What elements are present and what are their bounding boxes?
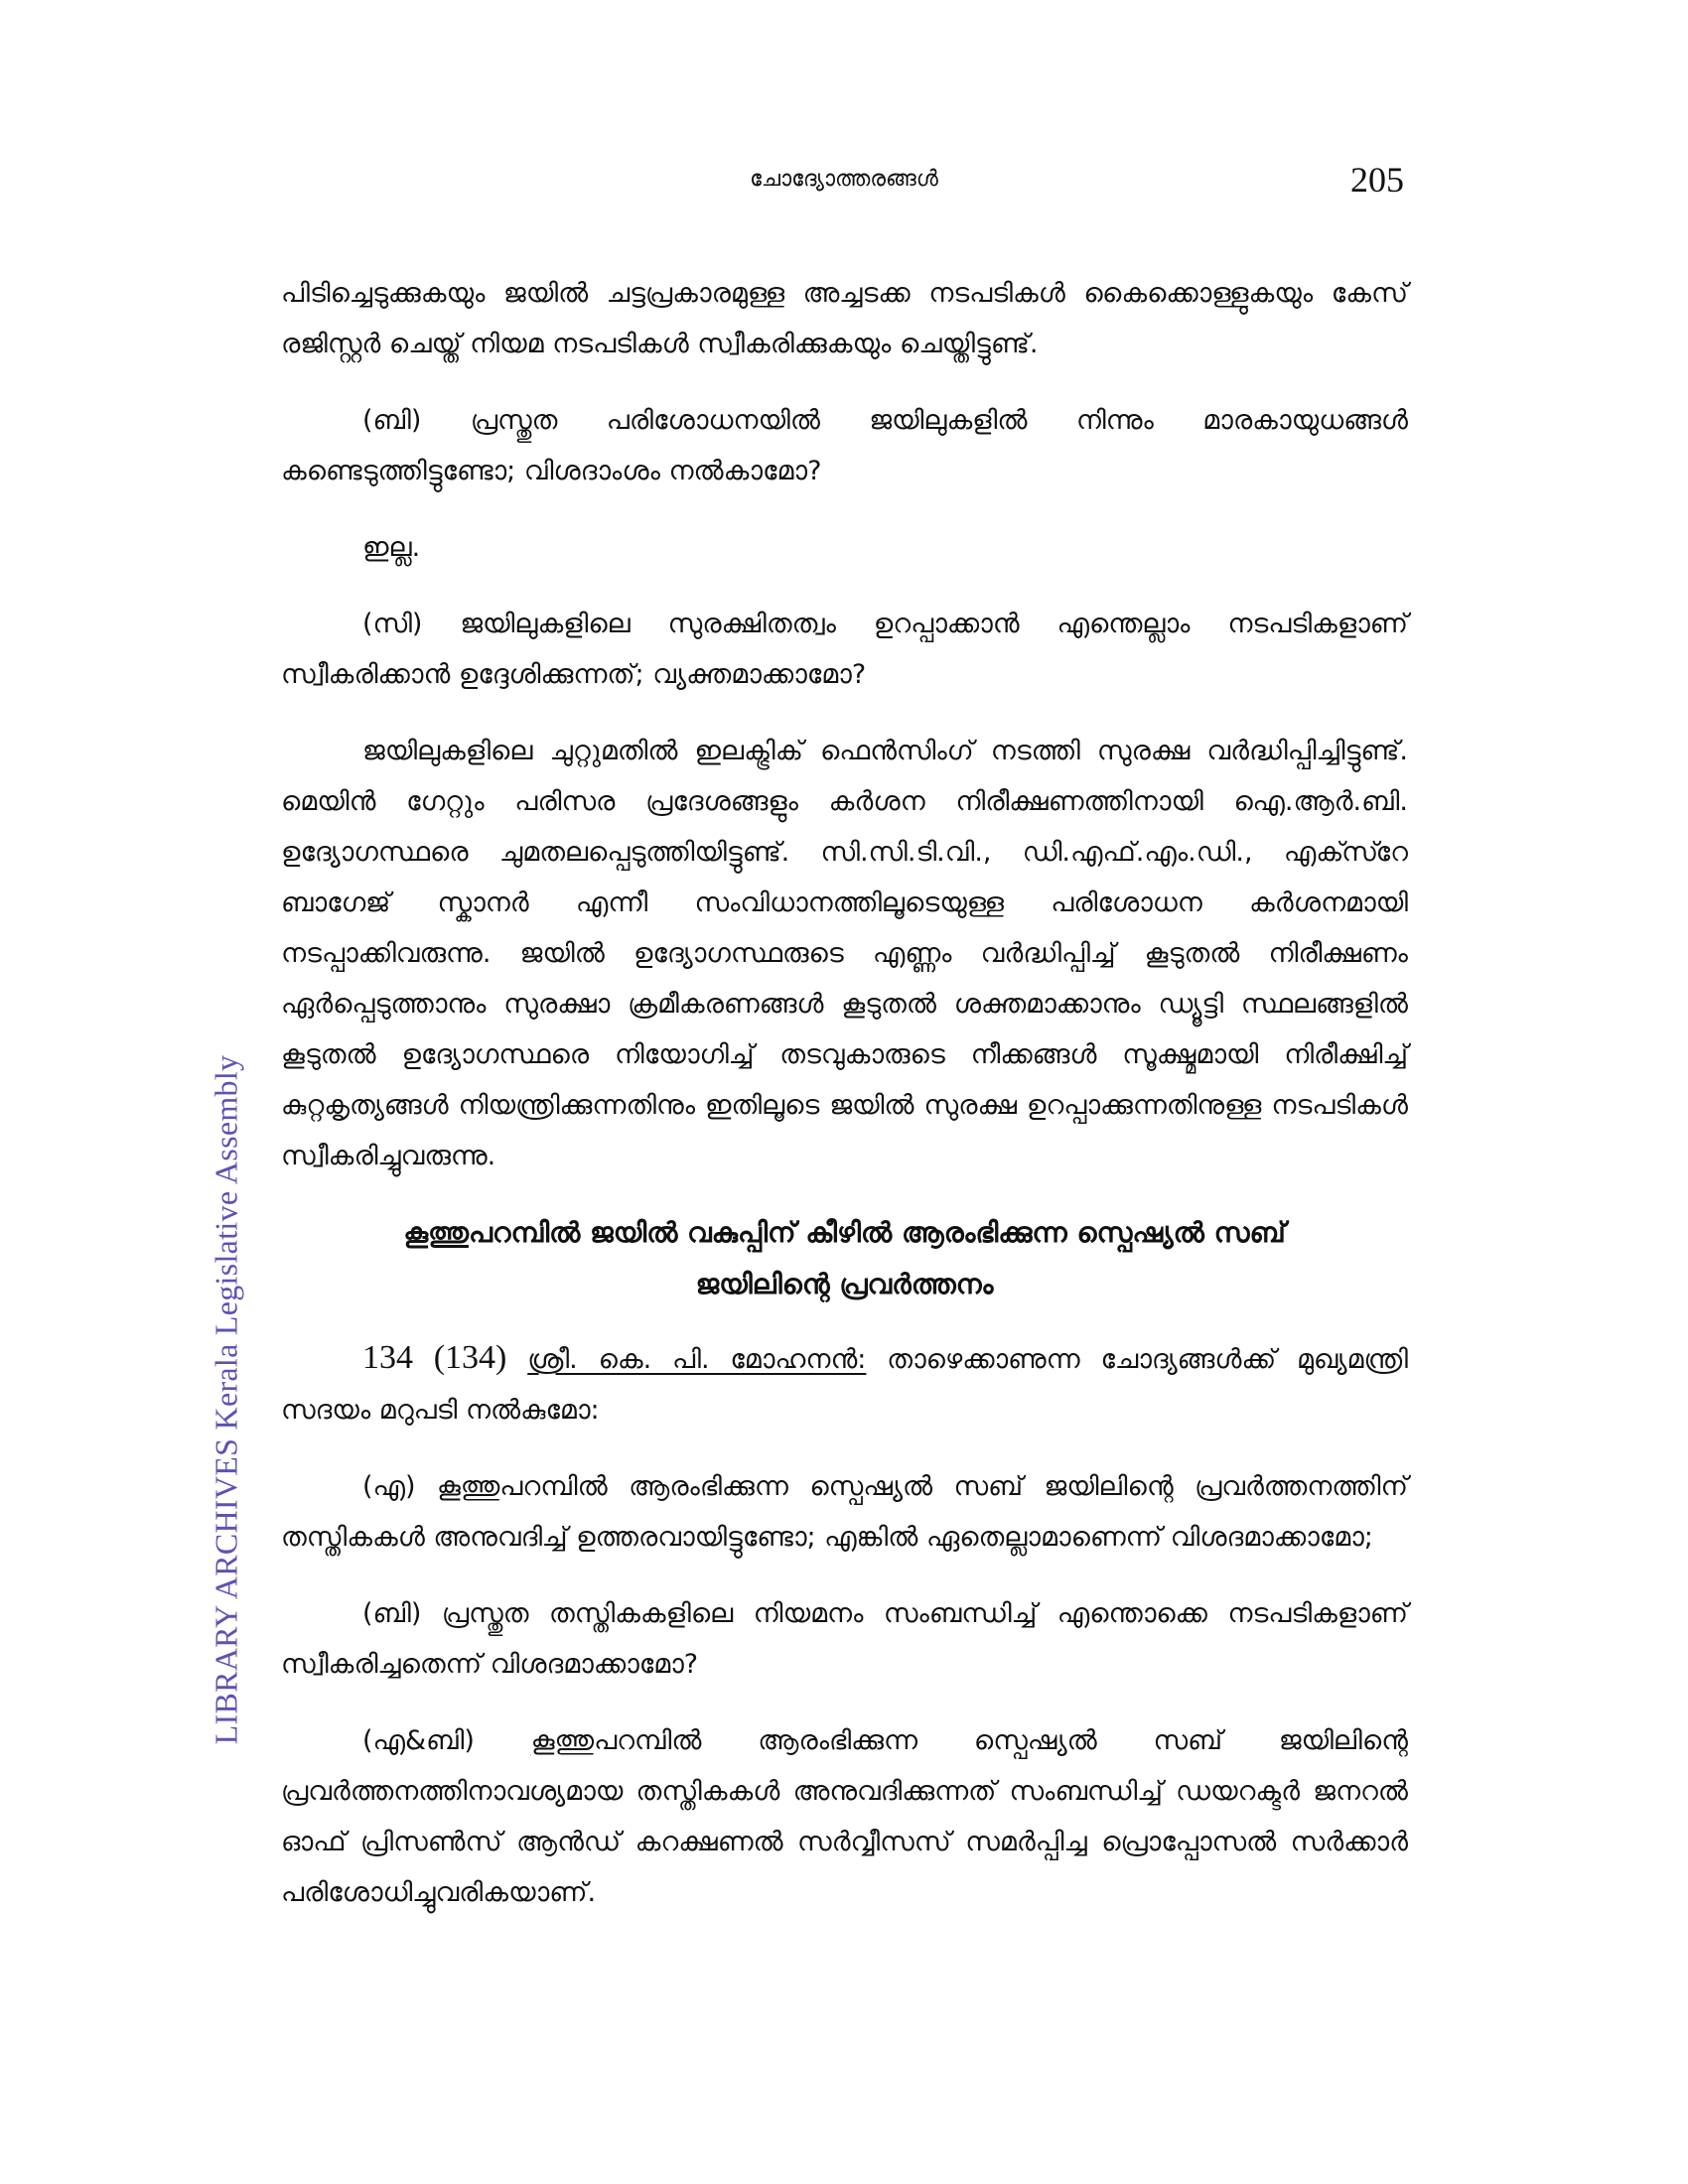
heading-line2: ജയിലിന്റെ പ്രവർത്തനം <box>695 1268 994 1300</box>
question-a-prefix: (എ) <box>362 1471 416 1502</box>
question-intro <box>281 1332 1408 1435</box>
question-intro-text: താഴെക്കാണുന്ന ചോദ്യങ്ങൾക്ക് മുഖ്യമന്ത്രി സദയം മറുപടി നൽകുമോ: <box>281 1344 1408 1426</box>
question-b: (ബി) പ്രസ്തുത തസ്തികകളിലെ നിയമനം സംബന്ധിച്ച് എന്തൊക്കെ നടപടികളാണ് സ്വീകരിച്ചതെന്ന് വിശദമാക്കാമോ? <box>281 1598 1408 1680</box>
answer-ab-underlined: കൂത്തു <box>530 1725 595 1756</box>
heading-line1: പറമ്പിൽ ജയിൽ വകുപ്പിന് കീഴിൽ ആരംഭിക്കുന്ന സ്പെഷ്യൽ സബ് <box>468 1216 1286 1249</box>
answer-b-prev: ഇല്ല. <box>362 532 421 563</box>
question-b-prev: (ബി) പ്രസ്തുത പരിശോധനയിൽ ജയിലുകളിൽ നിന്നും മാരകായുധങ്ങൾ കണ്ടെടുത്തിട്ടുണ്ടോ; വിശദാംശം നൽകാമോ? <box>281 405 1408 486</box>
heading-underlined: കൂത്തു <box>403 1216 469 1249</box>
question-c-prev: (സി) ജയിലുകളിലെ സുരക്ഷിതത്വം ഉറപ്പാക്കാൻ എന്തെല്ലാം നടപടികളാണ് സ്വീകരിക്കാൻ ഉദ്ദേശിക്കുന്നത്; വ്യക്തമാക്കാമോ? <box>281 609 1408 690</box>
answer-a-b <box>281 1715 1408 1918</box>
question-member: ശ്രീ. കെ. പി. മോഹനൻ: <box>527 1344 867 1375</box>
question-a <box>281 1461 1408 1563</box>
page-number: 205 <box>1350 160 1404 200</box>
section-heading <box>281 1207 1408 1310</box>
document-body <box>281 268 1408 1944</box>
question-number: 134 (134) <box>362 1339 507 1376</box>
paragraph-continuation: പിടിച്ചെടുക്കുകയും ജയിൽ ചട്ടപ്രകാരമുള്ള അച്ചടക്ക നടപടികൾ കൈക്കൊള്ളുകയും കേസ് രജിസ്റ്റർ ചെയ്ത് നിയമ നടപടികൾ സ്വീകരിക്കുകയും ചെയ്തിട്ടുണ്ട്. <box>281 278 1408 359</box>
answer-ab-prefix: (എ&ബി) <box>362 1725 475 1756</box>
watermark-text: LIBRARY ARCHIVES Kerala Legislative Assembly <box>208 1054 244 1745</box>
answer-ab-text: പറമ്പിൽ ആരംഭിക്കുന്ന സ്പെഷ്യൽ സബ് ജയിലിന്റെ പ്രവർത്തനത്തിനാവശ്യമായ തസ്തികകൾ അനുവദിക്കുന്നത് സംബന്ധിച്ച് ഡയറക്ടർ ജനറൽ ഓഫ് പ്രിസൺസ് ആൻഡ് കറക്ഷണൽ സർവ്വീസസ് സമർപ്പിച്ച പ്രൊപ്പോസൽ സർക്കാർ പരിശോധിച്ചുവരികയാണ്. <box>281 1725 1408 1908</box>
answer-c-prev: ജയിലുകളിലെ ചുറ്റുമതിൽ ഇലക്ട്രിക് ഫെൻസിംഗ് നടത്തി സുരക്ഷ വർദ്ധിപ്പിച്ചിട്ടുണ്ട്. മെയിൻ ഗേറ്റും പരിസര പ്രദേശങ്ങളും കർശന നിരീക്ഷണത്തിനായി ഐ.ആർ.ബി. ഉദ്യോഗസ്ഥരെ ചുമതലപ്പെടുത്തിയിട്ടുണ്ട്. സി.സി.ടി.വി., ഡി.എഫ്.എം.ഡി., എക്സ്റേ ബാഗേജ് സ്കാനർ എന്നീ സംവിധാനത്തിലൂടെയുള്ള പരിശോധന കർശനമായി നടപ്പാക്കിവരുന്നു. ജയിൽ ഉദ്യോഗസ്ഥരുടെ എണ്ണം വർദ്ധിപ്പിച്ച് കൂടുതൽ നിരീക്ഷണം ഏർപ്പെടുത്താനും സുരക്ഷാ ക്രമീകരണങ്ങൾ കൂടുതൽ ശക്തമാക്കാനും ഡ്യൂട്ടി സ്ഥലങ്ങളിൽ കൂടുതൽ ഉദ്യോഗസ്ഥരെ നിയോഗിച്ച് തടവുകാരുടെ നീക്കങ്ങൾ സൂക്ഷ്മമായി നിരീക്ഷിച്ച് കുറ്റകൃത്യങ്ങൾ നിയന്ത്രിക്കുന്നതിനും ഇതിലൂടെ ജയിൽ സുരക്ഷ ഉറപ്പാക്കുന്നതിനുള്ള നടപടികൾ സ്വീകരിച്ചുവരുന്നു. <box>281 736 1408 1171</box>
question-a-underlined: കൂത്തു <box>437 1471 500 1502</box>
page-header-title: ചോദ്യോത്തരങ്ങൾ <box>750 167 938 192</box>
question-a-text: പറമ്പിൽ ആരംഭിക്കുന്ന സ്പെഷ്യൽ സബ് ജയിലിന്റെ പ്രവർത്തനത്തിന് തസ്തികകൾ അനുവദിച്ച് ഉത്തരവായിട്ടുണ്ടോ; എങ്കിൽ ഏതെല്ലാമാണെന്ന് വിശദമാക്കാമോ; <box>281 1471 1408 1553</box>
